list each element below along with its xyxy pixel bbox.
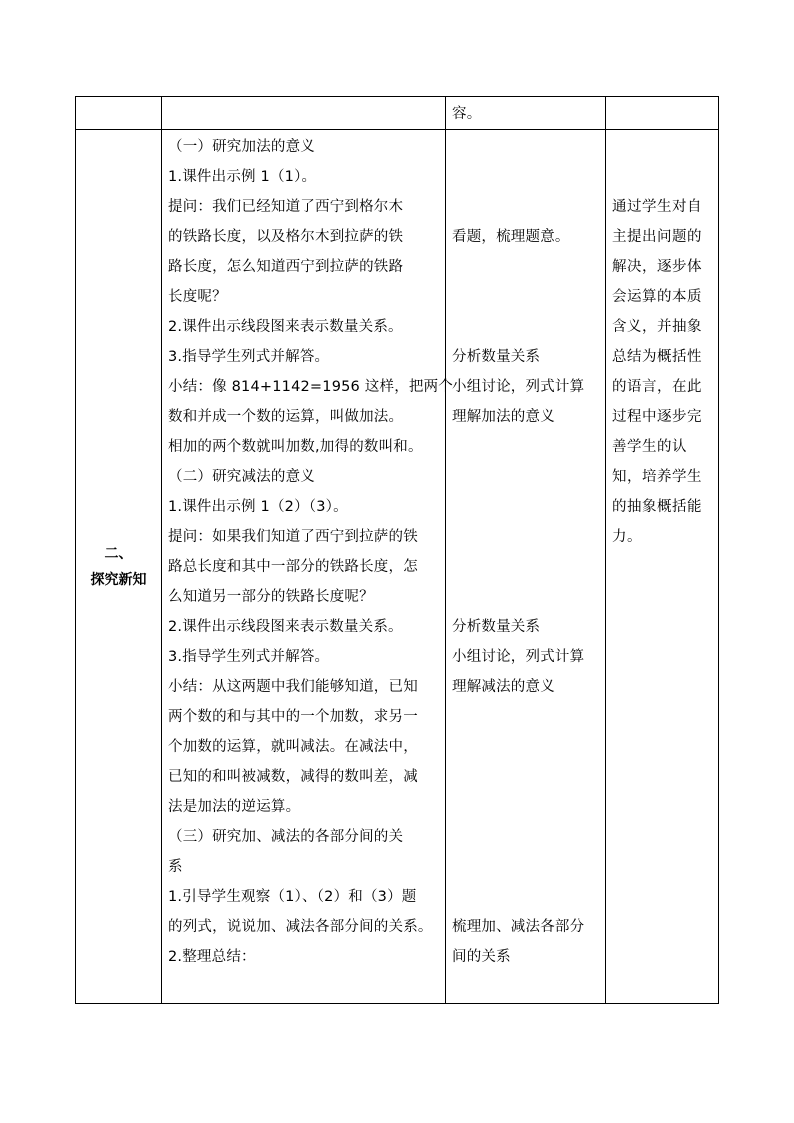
table-row-explore [76,130,719,1004]
teacher-text-line: 路长度，怎么知道西宁到拉萨的铁路 [168,259,404,275]
teacher-text-line: 提问：如果我们知道了西宁到拉萨的铁 [168,529,418,545]
design-cell-empty [606,97,719,130]
teacher-text-line: 已知的和叫被减数，减得的数叫差，减 [168,769,418,785]
teacher-text-line: 长度呢？ [168,289,227,305]
student-text-line [452,252,601,282]
teacher-text-line: 1.课件出示例 1（1）。 [168,169,317,185]
student-text-line [452,162,601,192]
student-text-line: 理解减法的意义 [452,679,555,695]
teacher-text-line: 数和并成一个数的运算，叫做加法。 [168,409,404,425]
teacher-text-line: （三）研究加、减法的各部分间的关 [168,829,404,845]
student-text-line: 小组讨论，列式计算 [452,649,585,665]
design-text-line: 善学生的认 [612,439,687,455]
teacher-activity-cell [162,130,453,1004]
student-text-line [452,702,601,732]
teacher-text-line: 相加的两个数就叫加数,加得的数叫和。 [168,439,423,455]
stage-name: 探究新知 [90,571,147,588]
teacher-text-line: 小结：从这两题中我们能够知道，已知 [168,679,418,695]
student-text-line [452,792,601,822]
teacher-text-line: （一）研究加法的意义 [168,139,315,155]
teacher-text-line: 两个数的和与其中的一个加数，求另一 [168,709,418,725]
teacher-text-line: 2.课件出示线段图来表示数量关系。 [168,319,403,335]
design-text-line: 知，培养学生 [612,469,702,485]
design-text-line: 解决，逐步体 [612,259,702,275]
design-text-line: 通过学生对自 [612,199,702,215]
student-text-line [452,492,601,522]
student-text-line [452,462,601,492]
teacher-text-line: 1.引导学生观察（1）、（2）和（3）题 [168,889,417,905]
student-text-line [452,822,601,852]
design-text-line: 力。 [612,529,642,545]
student-activity-cell [446,130,606,1004]
teacher-text-line: 系 [168,859,183,875]
student-text-line [452,312,601,342]
continued-text: 容。 [452,106,482,122]
design-intent-cell [606,130,719,1004]
student-text-line [452,282,601,312]
student-text-line [452,882,601,912]
student-text-line: 小组讨论，列式计算 [452,379,585,395]
student-text-line: 理解加法的意义 [452,409,555,425]
student-text-line: 分析数量关系 [452,619,541,635]
student-text-line: 看题，梳理题意。 [452,229,570,245]
teacher-text-line: 么知道另一部分的铁路长度呢？ [168,589,374,605]
teacher-text-line: 小结：像 814+1142=1956 这样，把两个 [168,379,453,395]
design-text-line: 过程中逐步完 [612,409,702,425]
table-row-continued [76,97,719,130]
teacher-cell-empty [162,97,446,130]
teacher-text-line: 提问：我们已经知道了西宁到格尔木 [168,199,404,215]
lesson-plan-table [75,96,719,1004]
student-text-line: 间的关系 [452,949,511,965]
design-text-line: 主提出问题的 [612,229,702,245]
teacher-text-line: 的铁路长度，以及格尔木到拉萨的铁 [168,229,404,245]
teacher-text-line: 法是加法的逆运算。 [168,799,301,815]
student-text-line [452,732,601,762]
stage-cell-empty [76,97,162,130]
teacher-text-line: 2.课件出示线段图来表示数量关系。 [168,619,403,635]
teacher-text-line: 1.课件出示例 1（2）（3）。 [168,499,348,515]
design-text-line: 含义，并抽象 [612,319,702,335]
student-text-line [452,522,601,552]
stage-cell [76,130,162,1004]
design-text-line: 总结为概括性 [612,349,702,365]
design-text-line [612,132,714,162]
student-text-line [452,582,601,612]
student-text-line [452,192,601,222]
teacher-text-line: 3.指导学生列式并解答。 [168,649,330,665]
design-text-line: 的抽象概括能 [612,499,702,515]
student-text-line [452,132,601,162]
teacher-text-line: 的列式，说说加、减法各部分间的关系。 [168,919,433,935]
teacher-text-line: 3.指导学生列式并解答。 [168,349,330,365]
student-text-line [452,432,601,462]
student-text-line: 分析数量关系 [452,349,541,365]
student-cell-continued [446,97,606,130]
design-text-line: 会运算的本质 [612,289,702,305]
design-text-line: 的语言，在此 [612,379,702,395]
teacher-text-line: 路总长度和其中一部分的铁路长度，怎 [168,559,418,575]
student-text-line: 梳理加、减法各部分 [452,919,585,935]
stage-number: 二、 [104,545,133,562]
teacher-text-line: 个加数的运算，就叫减法。在减法中， [168,739,418,755]
teacher-text-line: （二）研究减法的意义 [168,469,315,485]
student-text-line [452,762,601,792]
teacher-text-line: 2.整理总结： [168,949,256,965]
student-text-line [452,552,601,582]
student-text-line [452,852,601,882]
design-text-line [612,162,714,192]
